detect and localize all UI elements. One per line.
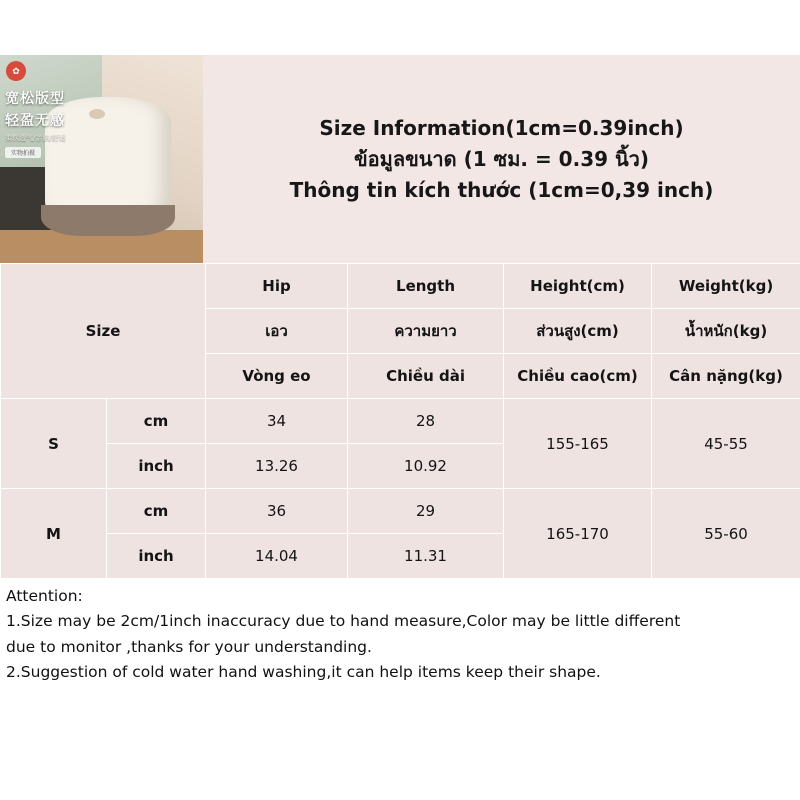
attention-line-2: 2.Suggestion of cold water hand washing,it can help items keep their shape. bbox=[6, 662, 601, 681]
col-head-height-th: ส่วนสูง(cm) bbox=[504, 309, 652, 354]
row-s-hip-cm: 34 bbox=[206, 399, 348, 444]
product-photo bbox=[0, 55, 203, 263]
flower-icon: ✿ bbox=[6, 61, 26, 81]
row-s-length-cm: 28 bbox=[348, 399, 504, 444]
title-english: Size Information(1cm=0.39inch) bbox=[319, 115, 684, 140]
table-row bbox=[1, 489, 800, 534]
row-m-weight: 55-60 bbox=[652, 489, 800, 579]
col-head-hip-vn: Vòng eo bbox=[206, 354, 348, 399]
col-head-hip-en: Hip bbox=[206, 264, 348, 309]
size-table bbox=[0, 263, 800, 579]
row-m-height: 165-170 bbox=[504, 489, 652, 579]
col-head-hip-th: เอว bbox=[206, 309, 348, 354]
row-s-unit-cm: cm bbox=[107, 399, 206, 444]
title-vietnamese: Thông tin kích thước (1cm=0,39 inch) bbox=[289, 177, 714, 202]
photo-tag: 实物拍摄 bbox=[5, 147, 41, 158]
table-row bbox=[1, 399, 800, 444]
attention-line-1b: due to monitor ,thanks for your understanding. bbox=[6, 637, 372, 656]
attention-line-1: 1.Size may be 2cm/1inch inaccuracy due to hand measure,Color may be little different bbox=[6, 612, 681, 631]
attention-block bbox=[0, 579, 800, 696]
col-head-weight-en: Weight(kg) bbox=[652, 264, 800, 309]
row-m-hip-inch: 14.04 bbox=[206, 534, 348, 579]
size-header-cell: Size bbox=[1, 264, 206, 399]
table-row-head-en bbox=[1, 264, 800, 309]
col-head-length-en: Length bbox=[348, 264, 504, 309]
row-m-unit-cm: cm bbox=[107, 489, 206, 534]
col-head-height-vn: Chiều cao(cm) bbox=[504, 354, 652, 399]
row-s-unit-inch: inch bbox=[107, 444, 206, 489]
photo-caption-line2: 轻盈无感 bbox=[5, 113, 65, 129]
row-size-m: M bbox=[1, 489, 107, 579]
col-head-weight-th: น้ำหนัก(kg) bbox=[652, 309, 800, 354]
row-s-weight: 45-55 bbox=[652, 399, 800, 489]
attention-title: Attention: bbox=[6, 587, 83, 605]
photo-caption-small: 柔软透气/亲肤/舒适 bbox=[5, 134, 66, 142]
col-head-length-vn: Chiều dài bbox=[348, 354, 504, 399]
photo-caption-line1: 宽松版型 bbox=[5, 91, 65, 107]
row-m-length-cm: 29 bbox=[348, 489, 504, 534]
title-block bbox=[203, 55, 800, 263]
row-s-height: 155-165 bbox=[504, 399, 652, 489]
row-m-hip-cm: 36 bbox=[206, 489, 348, 534]
col-head-height-en: Height(cm) bbox=[504, 264, 652, 309]
col-head-length-th: ความยาว bbox=[348, 309, 504, 354]
product-skirt-hem bbox=[41, 205, 175, 236]
header-block bbox=[0, 55, 800, 263]
row-size-s: S bbox=[1, 399, 107, 489]
col-head-weight-vn: Cân nặng(kg) bbox=[652, 354, 800, 399]
row-s-length-inch: 10.92 bbox=[348, 444, 504, 489]
row-m-unit-inch: inch bbox=[107, 534, 206, 579]
row-s-hip-inch: 13.26 bbox=[206, 444, 348, 489]
row-m-length-inch: 11.31 bbox=[348, 534, 504, 579]
size-chart-sheet bbox=[0, 55, 800, 696]
title-thai: ข้อมูลขนาด (1 ซม. = 0.39 นิ้ว) bbox=[353, 146, 650, 171]
